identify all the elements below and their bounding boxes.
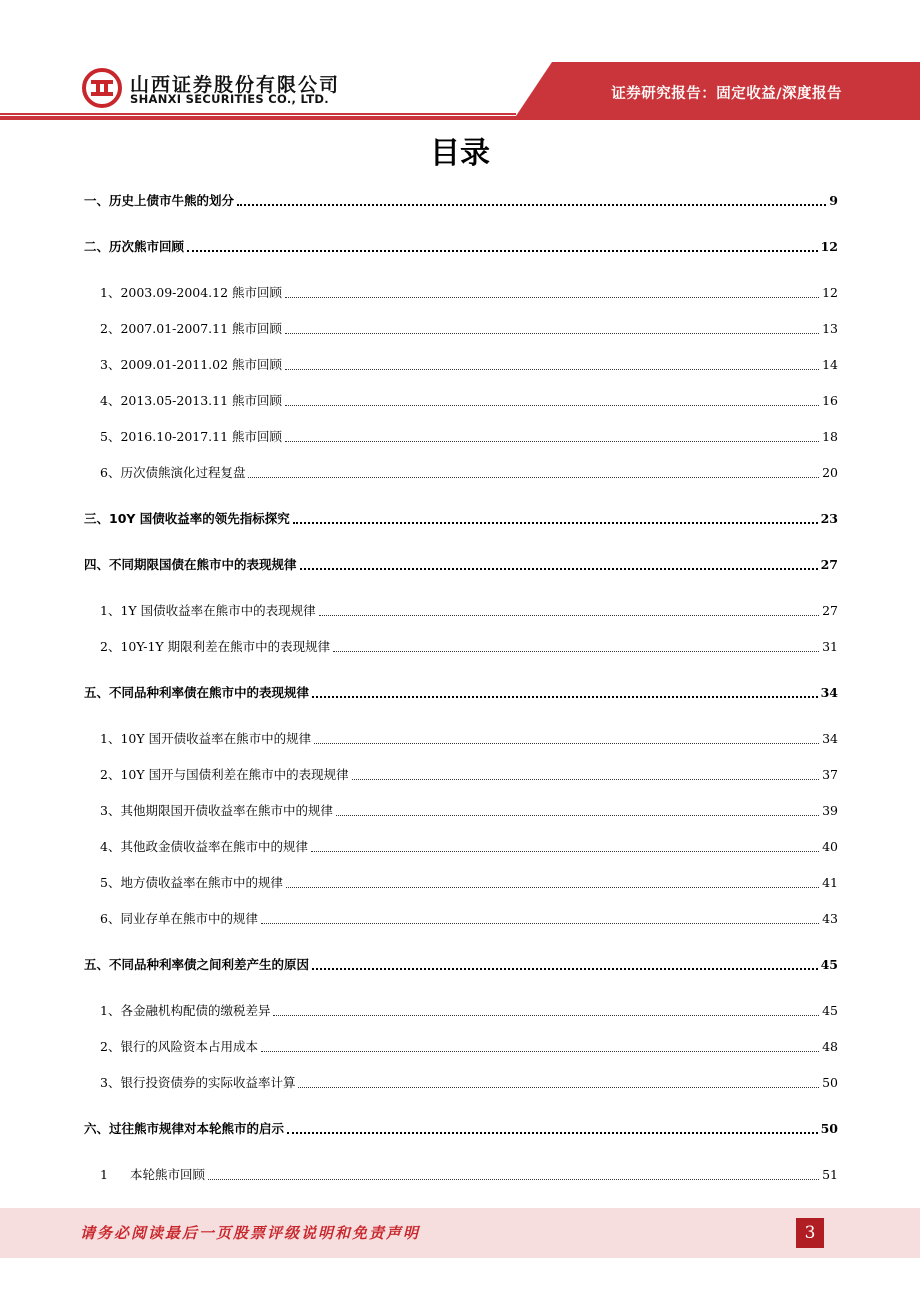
toc-leader-dots xyxy=(285,333,819,334)
toc-entry[interactable] xyxy=(84,680,838,702)
page-header xyxy=(0,0,920,130)
toc-entry-page: 45 xyxy=(820,957,838,972)
toc-leader-dots xyxy=(261,1051,819,1052)
toc-entry-page: 51 xyxy=(822,1167,838,1182)
toc-leader-dots xyxy=(333,651,819,652)
toc-entry-page: 27 xyxy=(820,557,838,572)
toc-entry-number: 1 xyxy=(100,1167,108,1182)
toc-leader-dots xyxy=(273,1015,819,1016)
toc-entry-page: 20 xyxy=(822,465,838,480)
toc-leader-dots xyxy=(287,1132,818,1134)
toc-entry-title: 1、10Y 国开债收益率在熊市中的规律 xyxy=(100,731,312,746)
toc-entry-page: 14 xyxy=(822,357,838,372)
toc-leader-dots xyxy=(286,887,819,888)
page-number: 3 xyxy=(796,1218,824,1248)
toc-leader-dots xyxy=(336,815,819,816)
toc-entry[interactable] xyxy=(84,762,838,784)
toc-entry-page: 50 xyxy=(820,1121,838,1136)
company-name-en: SHANXI SECURITIES CO., LTD. xyxy=(130,92,329,106)
toc-entry-title: 一、历史上债市牛熊的划分 xyxy=(84,193,235,208)
toc-entry[interactable] xyxy=(84,388,838,410)
toc-entry-title: 三、10Y 国债收益率的领先指标探究 xyxy=(84,511,290,526)
toc-entry[interactable] xyxy=(84,998,838,1020)
toc-leader-dots xyxy=(300,568,818,570)
toc-leader-dots xyxy=(352,779,820,780)
toc-leader-dots xyxy=(312,696,818,698)
toc-leader-dots xyxy=(187,250,818,252)
toc-entry[interactable] xyxy=(84,1162,838,1184)
toc-entry-title: 3、其他期限国开债收益率在熊市中的规律 xyxy=(100,803,333,818)
toc-leader-dots xyxy=(298,1087,819,1088)
company-name-cn: 山西证券股份有限公司 xyxy=(130,74,341,96)
toc-leader-dots xyxy=(285,297,819,298)
toc-entry-title: 4、2013.05-2013.11 熊市回顾 xyxy=(100,393,283,408)
toc-entry[interactable] xyxy=(84,834,838,856)
toc-leader-dots xyxy=(208,1179,819,1180)
toc-entry-title: 3、2009.01-2011.02 熊市回顾 xyxy=(100,357,283,372)
toc-entry-page: 50 xyxy=(822,1075,838,1090)
toc-entry-title: 3、银行投资债券的实际收益率计算 xyxy=(100,1075,296,1090)
toc-entry-page: 31 xyxy=(822,639,838,654)
toc-entry-title: 2、银行的风险资本占用成本 xyxy=(100,1039,258,1054)
toc-entry-page: 34 xyxy=(820,685,838,700)
toc-leader-dots xyxy=(285,369,819,370)
report-type-label: 证券研究报告：固定收益/深度报告 xyxy=(611,86,842,102)
toc-entry-title: 五、不同品种利率债在熊市中的表现规律 xyxy=(84,685,310,700)
toc-leader-dots xyxy=(314,743,819,744)
toc-entry-title: 五、不同品种利率债之间利差产生的原因 xyxy=(84,957,310,972)
toc-entry-title: 四、不同期限国债在熊市中的表现规律 xyxy=(84,557,297,572)
toc-entry[interactable] xyxy=(84,552,838,574)
toc-entry[interactable] xyxy=(84,1034,838,1056)
toc-entry-page: 41 xyxy=(822,875,838,890)
toc-leader-dots xyxy=(248,477,819,478)
toc-leader-dots xyxy=(285,405,819,406)
toc-leader-dots xyxy=(293,522,818,524)
toc-entry-page: 12 xyxy=(822,285,838,300)
toc-leader-dots xyxy=(261,923,819,924)
company-logo-icon xyxy=(82,68,122,108)
toc-entry-page: 9 xyxy=(829,193,838,208)
page-title: 目录 xyxy=(430,136,490,171)
toc-entry-page: 12 xyxy=(820,239,838,254)
toc-entry-title: 2、10Y-1Y 期限利差在熊市中的表现规律 xyxy=(100,639,331,654)
toc-entry[interactable] xyxy=(84,506,838,528)
toc-entry[interactable] xyxy=(84,870,838,892)
toc-entry[interactable] xyxy=(84,952,838,974)
toc-entry[interactable] xyxy=(84,460,838,482)
toc-entry-page: 37 xyxy=(822,767,838,782)
toc-entry-page: 13 xyxy=(822,321,838,336)
toc-entry-title: 1、1Y 国债收益率在熊市中的表现规律 xyxy=(100,603,316,618)
toc-entry-title: 5、2016.10-2017.11 熊市回顾 xyxy=(100,429,283,444)
toc-entry[interactable] xyxy=(84,188,838,210)
toc-entry-page: 27 xyxy=(822,603,838,618)
page-footer xyxy=(0,1208,920,1302)
toc-entry[interactable] xyxy=(84,280,838,302)
toc-entry-page: 39 xyxy=(822,803,838,818)
toc-entry[interactable] xyxy=(84,316,838,338)
toc-entry-title: 六、过往熊市规律对本轮熊市的启示 xyxy=(84,1121,285,1136)
toc-entry-title: 1、各金融机构配债的缴税差异 xyxy=(100,1003,271,1018)
toc-entry-title: 6、同业存单在熊市中的规律 xyxy=(100,911,258,926)
toc-entry[interactable] xyxy=(84,598,838,620)
toc-entry-page: 16 xyxy=(822,393,838,408)
toc-entry-title: 二、历次熊市回顾 xyxy=(84,239,185,254)
toc-entry-title xyxy=(84,1166,205,1184)
toc-entry-page: 45 xyxy=(822,1003,838,1018)
toc-entry-page: 40 xyxy=(822,839,838,854)
toc-leader-dots xyxy=(237,204,826,206)
toc-entry-title: 5、地方债收益率在熊市中的规律 xyxy=(100,875,283,890)
toc-entry-title: 1、2003.09-2004.12 熊市回顾 xyxy=(100,285,283,300)
toc-entry-page: 34 xyxy=(822,731,838,746)
toc-leader-dots xyxy=(312,968,818,970)
toc-entry-text: 本轮熊市回顾 xyxy=(129,1167,205,1182)
toc-entry[interactable] xyxy=(84,1116,838,1138)
toc-entry[interactable] xyxy=(84,798,838,820)
toc-entry-title: 6、历次债熊演化过程复盘 xyxy=(100,465,246,480)
toc-entry-page: 23 xyxy=(820,511,838,526)
toc-entry[interactable] xyxy=(84,234,838,256)
toc-leader-dots xyxy=(319,615,819,616)
toc-entry-title: 2、10Y 国开与国债利差在熊市中的表现规律 xyxy=(100,767,349,782)
toc-entry-page: 18 xyxy=(822,429,838,444)
toc-leader-dots xyxy=(311,851,819,852)
toc-entry[interactable] xyxy=(84,726,838,748)
toc-entry-title: 4、其他政金债收益率在熊市中的规律 xyxy=(100,839,308,854)
toc-entry[interactable] xyxy=(84,906,838,928)
toc-entry[interactable] xyxy=(84,634,838,656)
toc-entry[interactable] xyxy=(84,1070,838,1092)
toc-entry-page: 43 xyxy=(822,911,838,926)
disclaimer-text: 请务必阅读最后一页股票评级说明和免责声明 xyxy=(80,1224,421,1242)
toc-entry-page: 48 xyxy=(822,1039,838,1054)
toc-entry[interactable] xyxy=(84,352,838,374)
toc-leader-dots xyxy=(285,441,819,442)
toc-entry[interactable] xyxy=(84,424,838,446)
toc-entry-title: 2、2007.01-2007.11 熊市回顾 xyxy=(100,321,283,336)
